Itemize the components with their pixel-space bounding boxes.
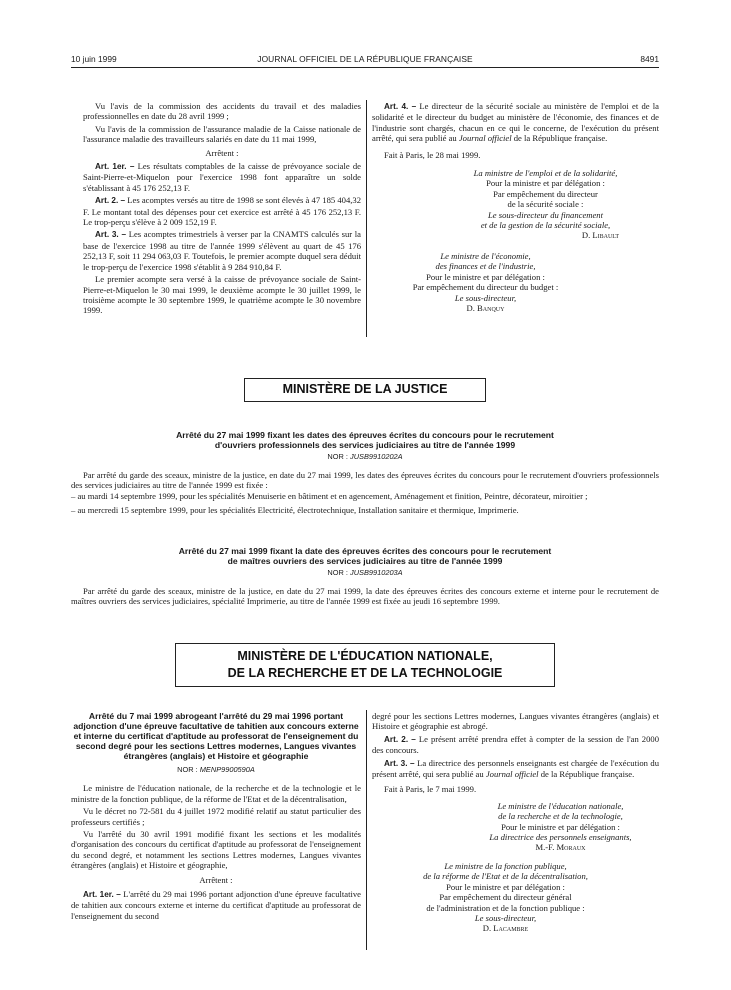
article-1 bbox=[83, 161, 361, 193]
decree-body bbox=[71, 586, 659, 607]
article-text: Le directeur de la sécurité sociale au ministère de l'emploi et de la solidarité et le directeur du budget au ministère de l'économie, des finances et de l'industrie sont chargés, chacun en ce qui le concerne, de l'exécution du présent arrêté, qui sera publié au bbox=[372, 101, 659, 144]
signature-line: Le sous-directeur, bbox=[474, 912, 537, 923]
article-1 bbox=[71, 889, 361, 921]
signatory-name: M.-F. Moraux bbox=[535, 842, 586, 853]
nor-reference bbox=[71, 452, 659, 462]
article-3 bbox=[372, 758, 659, 780]
header-rule bbox=[71, 67, 659, 68]
paragraph: Vu l'avis de la commission de l'assurance maladie de la Caisse nationale de l'assurance maladie des travailleurs salariés en date du 11 mai 1999, bbox=[83, 123, 361, 145]
article-label: Art. 4. – bbox=[384, 102, 417, 111]
article-label: Art. 1er. – bbox=[95, 162, 135, 172]
article-text-end: de la République française. bbox=[538, 769, 635, 780]
decree-title: Arrêté du 7 mai 1999 abrogeant l'arrêté du 29 mai 1996 portant adjonction d'une épreuve facultative de tahitien aux concours externe et interne du certificat d'aptitude au professorat de l'enseignement du second degré pour les sections Lettres modernes, Langues vivantes étrangères (anglais) et Histoire et géographie bbox=[73, 711, 359, 761]
arrete-line: Arrêtent : bbox=[205, 147, 239, 158]
list-item: – au mercredi 15 septembre 1999, pour les spécialités Electricité, électrotechnique, Installation sanitaire et thermique, Imprimerie. bbox=[71, 505, 519, 516]
nor-code: MENP9900590A bbox=[199, 765, 255, 774]
signature-line: Pour le ministre et par délégation : bbox=[501, 821, 620, 832]
article-text: Les acomptes trimestriels à verser par la CNAMTS calculés sur la base de l'exercice 1998 au titre de l'année 1999 s'élèvent au quart de 45 176 252,13 F, soit 11 294 063,03 F. Toutefois, le premier acompte duquel sera déduit le trop-perçu de l'exercice 1998 s'établit à 9 284 910,84 F. bbox=[83, 229, 361, 272]
top-left-column bbox=[83, 101, 361, 318]
article-2 bbox=[372, 734, 659, 756]
article-label: Art. 3. – bbox=[95, 230, 127, 240]
ministry-title-line: DE LA RECHERCHE ET DE LA TECHNOLOGIE bbox=[227, 666, 503, 680]
signature-line: La directrice des personnels enseignants, bbox=[489, 832, 632, 843]
signature-line: Le ministre de l'économie, bbox=[440, 250, 531, 261]
article-text: L'arrêté du 29 mai 1996 portant adjonction d'une épreuve facultative de tahitien aux concours externe et interne du certificat d'aptitude au professorat de l'enseignement du second bbox=[71, 889, 361, 921]
article-4 bbox=[372, 101, 659, 144]
signature-line: Pour le ministre et par délégation : bbox=[426, 271, 545, 282]
paragraph: Vu l'avis de la commission des accidents du travail et des maladies professionnelles en date du 28 avril 1999 ; bbox=[83, 101, 361, 122]
issue-date: 10 juin 1999 bbox=[71, 54, 117, 64]
column-rule bbox=[366, 710, 367, 950]
article-text: Le présent arrêté prendra effet à compter de la session de l'an 2000 des concours. bbox=[372, 733, 659, 756]
signature-line: de l'administration et de la fonction publique : bbox=[426, 902, 585, 913]
ministry-title-line: MINISTÈRE DE L'ÉDUCATION NATIONALE, bbox=[237, 649, 493, 663]
signature-line: Le sous-directeur, bbox=[454, 292, 517, 303]
title-line: de maîtres ouvriers des services judiciaires au titre de l'année 1999 bbox=[227, 556, 503, 566]
signatory-name: D. Lacambre bbox=[482, 923, 529, 934]
arrete-line: Arrêtent : bbox=[199, 874, 233, 885]
paragraph: Le ministre de l'éducation nationale, de la recherche et de la technologie et le ministre de la fonction publique, de la réforme de l'Etat et de la décentralisation, bbox=[71, 783, 361, 804]
paragraph: Par arrêté du garde des sceaux, ministre de la justice, en date du 27 mai 1999, la date des épreuves écrites des concours externe et interne pour le recrutement de maîtres ouvriers des services judiciaires, spécialité Imprimerie, au titre de l'année 1999 est fixée au jeudi 16 septembre 1999. bbox=[71, 586, 659, 607]
signature-line: Pour le ministre et par délégation : bbox=[446, 881, 565, 892]
article-text: Les résultats comptables de la caisse de prévoyance sociale de Saint-Pierre-et-Miquelon pour l'exercice 1998 font apparaître un solde s'établissant à 45 176 252,13 F. bbox=[83, 161, 361, 193]
article-label: Art. 2. – bbox=[95, 196, 126, 206]
page-header bbox=[71, 54, 659, 66]
signature-block bbox=[372, 801, 659, 853]
journal-officiel-ref: Journal officiel bbox=[485, 769, 539, 780]
education-left-column bbox=[71, 711, 361, 923]
signature-line: La ministre de l'emploi et de la solidarité, bbox=[473, 168, 618, 179]
signature-line: des finances et de l'industrie, bbox=[435, 261, 536, 272]
decree-title bbox=[71, 546, 659, 566]
signature-line: Le sous-directeur du financement bbox=[488, 209, 603, 220]
signatory-name: D. Banquy bbox=[466, 302, 505, 313]
article-label: Art. 2. – bbox=[384, 734, 416, 744]
signature-line: Par empêchement du directeur général bbox=[439, 892, 572, 903]
signature-line: Pour la ministre et par délégation : bbox=[486, 178, 605, 189]
fait-line: Fait à Paris, le 28 mai 1999. bbox=[384, 149, 481, 160]
column-rule bbox=[366, 100, 367, 337]
signature-block bbox=[372, 861, 659, 934]
article-3 bbox=[83, 229, 361, 272]
journal-officiel-ref: Journal officiel bbox=[458, 133, 512, 144]
signature-line: Le ministre de l'éducation nationale, bbox=[497, 800, 624, 811]
education-right-column bbox=[372, 711, 659, 934]
signatory-name: D. Libault bbox=[581, 230, 620, 241]
signature-line: Le ministre de la fonction publique, bbox=[444, 860, 567, 871]
paragraph: Vu l'arrêté du 30 avril 1991 modifié fixant les sections et les modalités d'organisation des concours du certificat d'aptitude au professorat de l'enseignement du second degré, et notamment les sections Lettres modernes, Langues vivantes étrangères (anglais) et Histoire et géographie, bbox=[71, 829, 361, 871]
article-label: Art. 1er. – bbox=[83, 890, 121, 900]
nor-code: JUSB9910202A bbox=[350, 452, 403, 461]
list-item: – au mardi 14 septembre 1999, pour les spécialités Menuiserie en bâtiment et en agencement, Aménagement et finition, Peintre, décorateur, miroitier ; bbox=[71, 490, 588, 501]
paragraph: Par arrêté du garde des sceaux, ministre de la justice, en date du 27 mai 1999, les dates des épreuves écrites du concours pour le recrutement d'ouvriers professionnels des services judiciaires au titre de l'année 1999 est fixée : bbox=[71, 470, 659, 491]
signature-block bbox=[372, 251, 659, 313]
nor-reference bbox=[71, 568, 659, 578]
signature-line: de la recherche et de la technologie, bbox=[498, 811, 623, 822]
signature-line: de la réforme de l'Etat et de la décentralisation, bbox=[423, 871, 588, 882]
paragraph: Le premier acompte sera versé à la caisse de prévoyance sociale de Saint-Pierre-et-Miquelon le 30 mai 1999, le deuxième acompte le 30 juillet 1999, le troisième acompte le 30 septembre 1999, le quatrième acompte le 30 novembre 1999. bbox=[83, 274, 361, 316]
top-right-column bbox=[372, 101, 659, 313]
decree-body bbox=[71, 470, 659, 516]
nor-code: JUSB9910203A bbox=[350, 568, 403, 577]
article-text-end: de la République française. bbox=[511, 133, 608, 144]
signature-block bbox=[372, 168, 659, 241]
article-text: La directrice des personnels enseignants est chargée de l'exécution du présent arrêté, qui sera publié au bbox=[372, 757, 659, 780]
journal-title: JOURNAL OFFICIEL DE LA RÉPUBLIQUE FRANÇAISE bbox=[257, 54, 473, 64]
nor-label: NOR : bbox=[327, 452, 350, 461]
title-line: Arrêté du 27 mai 1999 fixant les dates des épreuves écrites du concours pour le recrutement bbox=[176, 430, 554, 440]
article-label: Art. 3. – bbox=[384, 758, 415, 768]
ministry-title: MINISTÈRE DE LA JUSTICE bbox=[282, 382, 448, 396]
fait-line: Fait à Paris, le 7 mai 1999. bbox=[384, 784, 477, 795]
nor-reference bbox=[71, 765, 361, 775]
signature-line: de la sécurité sociale : bbox=[507, 199, 584, 210]
nor-label: NOR : bbox=[177, 765, 200, 774]
decree-title bbox=[71, 430, 659, 450]
title-line: Arrêté du 27 mai 1999 fixant la date des épreuves écrites des concours pour le recrutement bbox=[178, 546, 552, 556]
signature-line: et de la gestion de la sécurité sociale, bbox=[480, 220, 611, 231]
ministry-justice-box bbox=[244, 378, 486, 402]
page-number: 8491 bbox=[640, 54, 659, 64]
ministry-education-box bbox=[175, 643, 555, 687]
signature-line: Par empêchement du directeur bbox=[493, 188, 598, 199]
article-2 bbox=[83, 195, 361, 227]
paragraph: degré pour les sections Lettres modernes, Langues vivantes étrangères (anglais) et Histoire et géographie est abrogé. bbox=[372, 711, 659, 732]
title-line: d'ouvriers professionnels des services judiciaires au titre de l'année 1999 bbox=[214, 440, 516, 450]
paragraph: Vu le décret no 72-581 du 4 juillet 1972 modifié relatif au statut particulier des professeurs certifiés ; bbox=[71, 806, 361, 827]
article-text: Les acomptes versés au titre de 1998 se sont élevés à 47 185 404,32 F. Le montant total des dépenses pour cet exercice est arrêté à 45 176 252,13 F. Le trop-perçu s'élève à 2 009 152,19 F. bbox=[83, 195, 361, 228]
nor-label: NOR : bbox=[327, 568, 350, 577]
signature-line: Par empêchement du directeur du budget : bbox=[412, 282, 559, 293]
